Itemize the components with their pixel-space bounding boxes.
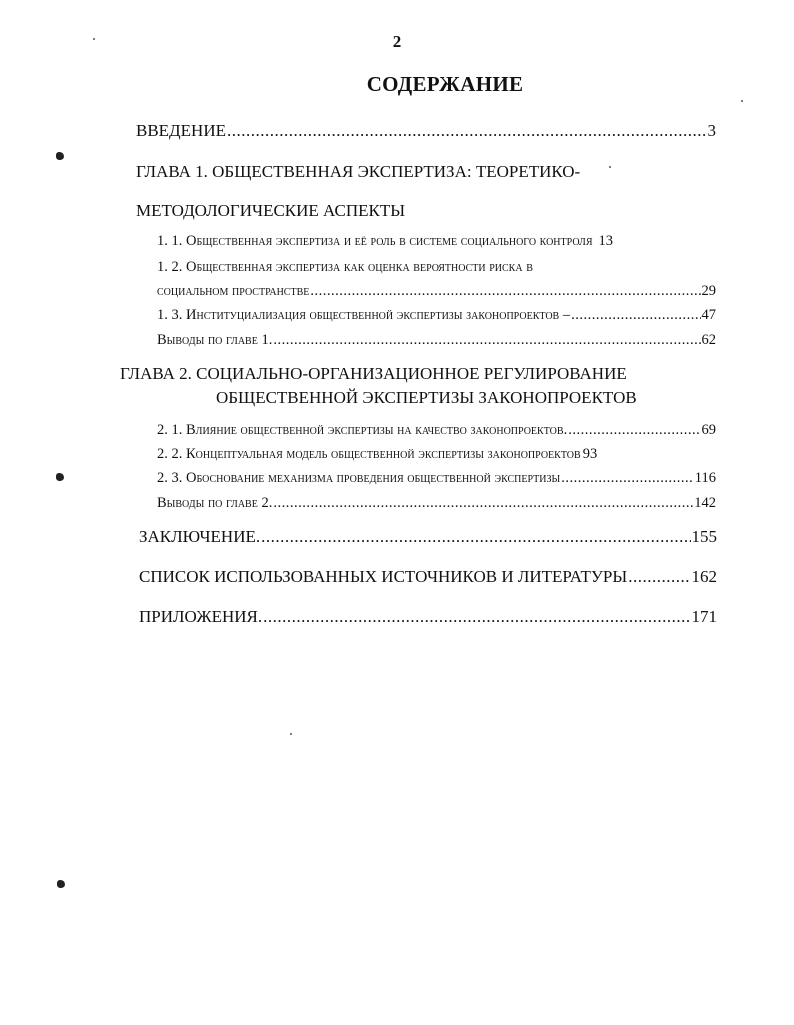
toc-label: 1. 3. Институциализация общественной экспертизы законопроектов – <box>157 307 571 323</box>
toc-entry-2-3[interactable] <box>157 470 716 487</box>
toc-label: социальном пространстве <box>157 283 310 299</box>
toc-entry-conclusion[interactable] <box>139 527 717 547</box>
toc-page: 116 <box>694 470 716 486</box>
toc-entry-1-2[interactable] <box>157 283 716 300</box>
toc-entry-1-2-line-1[interactable]: 1. 2. Общественная экспертиза как оценка вероятности риска в <box>157 259 533 275</box>
toc-page: 29 <box>701 283 716 299</box>
dot-leader <box>227 121 707 141</box>
scan-speck <box>93 38 95 40</box>
dot-leader <box>628 567 690 587</box>
toc-entry-1-1[interactable] <box>157 233 716 250</box>
page-title: СОДЕРЖАНИЕ <box>366 72 524 96</box>
dot-leader <box>561 470 694 487</box>
chapter-2-heading-line-2[interactable]: ОБЩЕСТВЕННОЙ ЭКСПЕРТИЗЫ ЗАКОНОПРОЕКТОВ <box>216 388 637 407</box>
toc-page: 13 <box>598 233 613 249</box>
toc-page: 69 <box>701 422 716 438</box>
toc-entry-2-2[interactable] <box>157 446 716 463</box>
scan-speck <box>609 166 611 168</box>
page-number: 2 <box>392 32 402 51</box>
toc-label: ВВЕДЕНИЕ <box>136 121 226 140</box>
dot-leader <box>273 495 693 512</box>
toc-label: 2. 3. Обоснование механизма проведения общественной экспертизы <box>157 470 561 486</box>
toc-entry-1-3[interactable] <box>157 307 716 324</box>
toc-page: 171 <box>691 607 717 626</box>
toc-page: 93 <box>582 446 598 462</box>
toc-label: 2. 1. Влияние общественной экспертизы на качество законопроектов. <box>157 422 568 438</box>
toc-entry-2-1[interactable] <box>157 422 716 439</box>
toc-entry-ch1-summary[interactable] <box>157 332 716 349</box>
dot-leader <box>310 283 700 300</box>
toc-page: 3 <box>707 121 716 140</box>
toc-page: 62 <box>701 332 716 348</box>
toc-entry-sources[interactable] <box>139 567 717 587</box>
toc-label: ЗАКЛЮЧЕНИЕ. <box>139 527 261 546</box>
toc-label: Выводы по главе 1. <box>157 332 273 348</box>
dot-leader <box>571 307 700 324</box>
toc-page: 162 <box>691 567 717 586</box>
chapter-1-heading-line-2[interactable]: МЕТОДОЛОГИЧЕСКИЕ АСПЕКТЫ <box>136 201 406 220</box>
toc-page: 142 <box>694 495 716 511</box>
dot-leader <box>261 527 690 547</box>
toc-label: ПРИЛОЖЕНИЯ. <box>139 607 263 626</box>
dot-leader <box>568 422 700 439</box>
scan-speck <box>290 733 292 735</box>
toc-label: СПИСОК ИСПОЛЬЗОВАННЫХ ИСТОЧНИКОВ И ЛИТЕРАТУРЫ <box>139 567 628 586</box>
toc-page: 47 <box>701 307 716 323</box>
toc-entry-appendix[interactable] <box>139 607 717 627</box>
scan-speck <box>741 100 743 102</box>
scan-hole-mark <box>56 473 64 481</box>
toc-label: 1. 1. Общественная экспертиза и её роль в системе социального контроля <box>157 233 593 249</box>
toc-entry-intro[interactable] <box>136 121 716 141</box>
toc-entry-ch2-summary[interactable] <box>157 495 716 512</box>
dot-leader <box>273 332 700 349</box>
toc-page: 155 <box>691 527 717 546</box>
scan-hole-mark <box>56 152 64 160</box>
toc-label: Выводы по главе 2. <box>157 495 273 511</box>
dot-leader <box>263 607 690 627</box>
chapter-2-heading-line-1[interactable]: ГЛАВА 2. СОЦИАЛЬНО-ОРГАНИЗАЦИОННОЕ РЕГУЛИРОВАНИЕ <box>120 364 627 383</box>
scan-hole-mark <box>57 880 65 888</box>
toc-label: 2. 2. Концептуальная модель общественной экспертизы законопроектов <box>157 446 581 462</box>
chapter-1-heading-line-1[interactable]: ГЛАВА 1. ОБЩЕСТВЕННАЯ ЭКСПЕРТИЗА: ТЕОРЕТИКО- <box>136 162 581 181</box>
